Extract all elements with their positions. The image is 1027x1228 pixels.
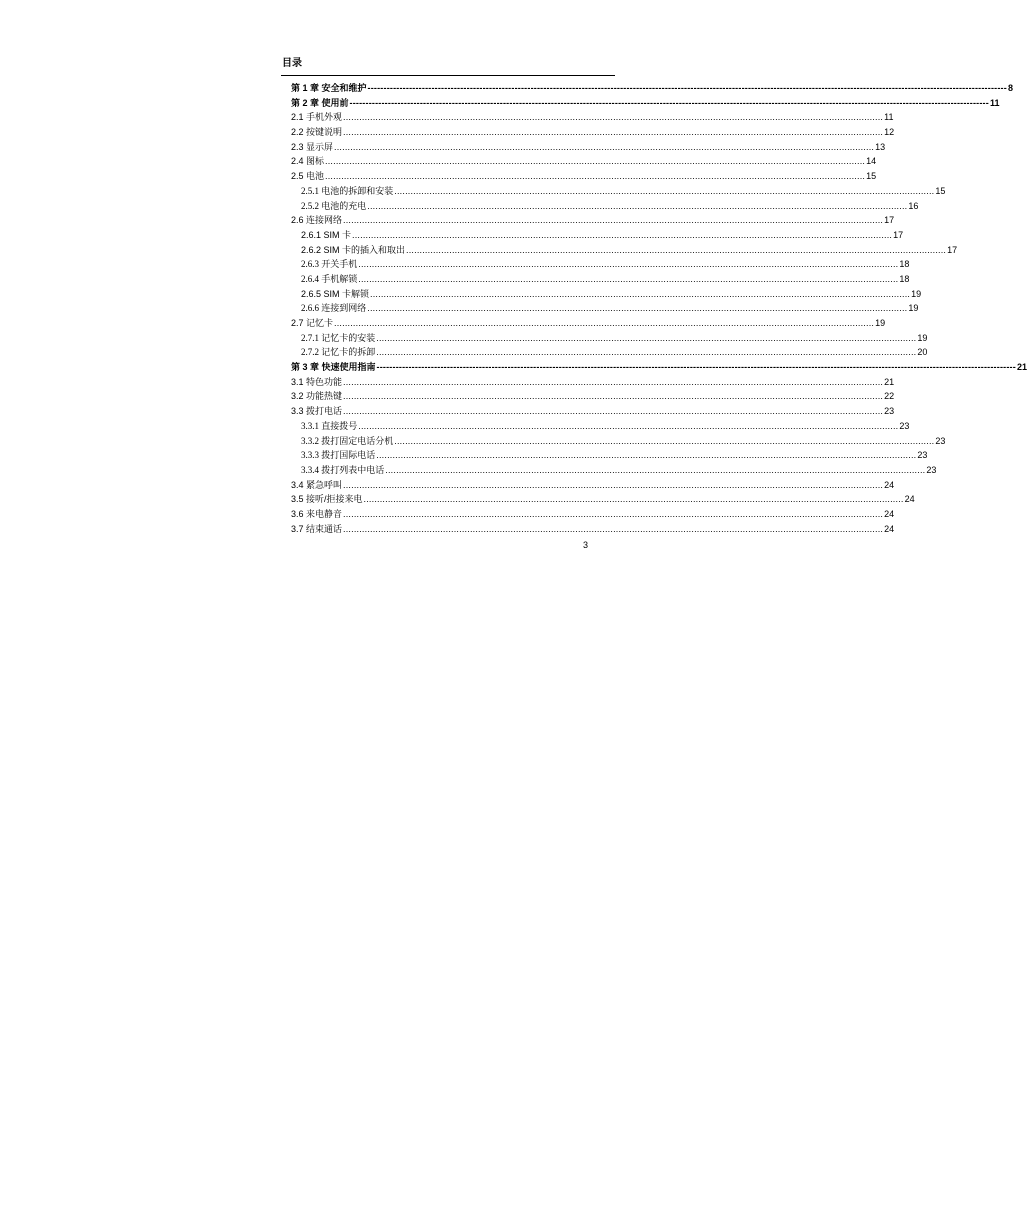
toc-entry-page: 24 [884,523,895,534]
table-of-contents [291,81,1027,536]
toc-dot-leader: ........................................................................................................................................................................................................ [370,288,911,299]
page-title: 目录 [282,58,302,69]
toc-entry-label: 2.6.1 SIM 卡 [301,229,352,240]
toc-dot-leader: ........................................................................................................................................................................................................ [358,273,899,284]
title-divider [281,75,615,76]
toc-dot-leader: ........................................................................................................................................................................................................ [363,494,904,505]
toc-entry-label: 第 2 章 使用前 [291,97,349,108]
toc-entry-label: 2.5 电池 [291,171,325,182]
toc-entry-page: 15 [935,185,946,196]
toc-entry-page: 11 [884,112,894,123]
toc-entry-label: 3.2 功能热键 [291,391,343,402]
toc-entry-label: 3.4 紧急呼叫 [291,479,343,490]
toc-dot-leader: ........................................................................................................................................................................................................ [343,508,884,519]
toc-entry-page: 13 [875,141,886,152]
toc-entry-label: 2.4 图标 [291,156,325,167]
toc-dot-leader: ........................................................................................................................................................................................................ [334,318,875,328]
toc-entry-page: 11 [989,97,1000,108]
toc-entry-page: 22 [884,391,895,402]
toc-dot-leader: ........................................................................................................................................................................................................ [352,229,893,240]
toc-dot-leader: ........................................................................................................................................................................................................ [367,303,908,314]
toc-dot-leader: ........................................................................................................................................................................................................ [358,259,899,270]
toc-dot-leader: -------------------------------------------------------------------------------------------------------------------------------------------------------------------------------------------------------- [349,97,989,108]
toc-entry-page: 15 [866,171,877,182]
toc-dot-leader: ........................................................................................................................................................................................................ [394,185,935,196]
toc-entry[interactable] [291,213,895,228]
toc-entry[interactable] [291,331,928,346]
toc-dot-leader: ........................................................................................................................................................................................................ [385,464,926,475]
toc-entry[interactable] [291,389,895,404]
toc-entry-label: 3.5 接听/拒接来电 [291,494,363,505]
toc-entry[interactable] [291,404,895,419]
toc-entry-page: 17 [893,229,904,240]
toc-entry[interactable] [291,301,919,316]
toc-entry[interactable] [291,375,895,390]
toc-entry[interactable] [291,492,915,507]
toc-entry-label: 3.7 结束通话 [291,523,343,534]
toc-dot-leader: ........................................................................................................................................................................................................ [367,200,908,211]
toc-dot-leader: ........................................................................................................................................................................................................ [343,127,884,138]
toc-entry-label: 2.6.2 SIM 卡的插入和取出 [301,244,406,255]
toc-entry-page: 24 [884,508,895,519]
toc-entry[interactable] [291,522,895,537]
toc-entry-page: 14 [866,156,877,167]
toc-dot-leader: ........................................................................................................................................................................................................ [394,435,935,446]
toc-entry-label: 2.5.1 电池的拆卸和安装 [301,185,394,196]
toc-entry[interactable] [291,184,946,199]
toc-entry[interactable] [291,199,919,214]
toc-entry-label: 2.5.2 电池的充电 [301,200,367,211]
toc-entry-page: 19 [908,303,919,314]
toc-entry-label: 2.3 显示屏 [291,141,334,152]
toc-entry-label: 3.3 拨打电话 [291,406,343,417]
toc-dot-leader: -------------------------------------------------------------------------------------------------------------------------------------------------------------------------------------------------------- [367,83,1007,93]
toc-dot-leader: ........................................................................................................................................................................................................ [358,420,899,431]
toc-entry[interactable] [291,287,922,302]
toc-entry-label: 2.7 记忆卡 [291,318,334,328]
toc-dot-leader: ........................................................................................................................................................................................................ [334,141,875,152]
toc-entry-page: 19 [911,288,922,299]
toc-entry-page: 23 [935,435,946,446]
toc-chapter-entry[interactable] [291,96,1000,111]
toc-entry-page: 23 [884,406,895,417]
toc-entry-page: 17 [947,244,958,255]
toc-entry[interactable] [291,272,910,287]
toc-entry-page: 16 [908,200,919,211]
toc-entry-page: 17 [884,215,895,226]
toc-dot-leader: ........................................................................................................................................................................................................ [376,347,917,358]
toc-entry[interactable] [291,507,895,522]
toc-dot-leader: ........................................................................................................................................................................................................ [376,450,917,461]
toc-dot-leader: ........................................................................................................................................................................................................ [343,112,884,123]
toc-entry-page: 23 [917,450,928,461]
toc-dot-leader: ........................................................................................................................................................................................................ [343,391,884,402]
toc-entry[interactable] [291,345,928,360]
toc-entry[interactable] [291,316,886,331]
toc-dot-leader: ........................................................................................................................................................................................................ [325,171,866,182]
toc-dot-leader: ........................................................................................................................................................................................................ [343,523,884,534]
toc-entry[interactable] [291,463,937,478]
toc-entry[interactable] [291,434,946,449]
toc-entry-label: 第 1 章 安全和维护 [291,83,367,93]
toc-entry-label: 3.6 来电静音 [291,508,343,519]
toc-entry-label: 2.7.2 记忆卡的拆卸 [301,347,376,358]
toc-dot-leader: ........................................................................................................................................................................................................ [376,332,917,343]
toc-entry-label: 第 3 章 快速使用指南 [291,362,376,373]
toc-chapter-entry[interactable] [291,81,1013,96]
toc-entry-page: 19 [917,332,928,343]
toc-entry-page: 24 [904,494,915,505]
toc-chapter-entry[interactable] [291,360,1027,375]
toc-dot-leader: ........................................................................................................................................................................................................ [343,406,884,417]
toc-entry[interactable] [291,140,886,155]
toc-entry-page: 18 [899,259,910,270]
toc-entry-page: 24 [884,479,895,490]
toc-entry[interactable] [291,125,895,140]
toc-entry-page: 23 [899,420,910,431]
toc-dot-leader: ........................................................................................................................................................................................................ [343,215,884,226]
toc-dot-leader: ........................................................................................................................................................................................................ [325,156,866,167]
toc-entry-page: 19 [875,318,886,328]
toc-entry-label: 2.1 手机外观 [291,112,343,123]
toc-entry-page: 12 [884,127,895,138]
toc-entry[interactable] [291,110,894,125]
toc-entry-label: 3.1 特色功能 [291,376,343,387]
toc-entry-page: 18 [899,273,910,284]
toc-entry-label: 3.3.2 拨打固定电话分机 [301,435,394,446]
toc-entry-page: 21 [1016,362,1027,373]
toc-dot-leader: ........................................................................................................................................................................................................ [343,376,884,387]
toc-entry-label: 2.6.3 开关手机 [301,259,358,270]
toc-entry[interactable] [291,154,877,169]
toc-entry-page: 23 [926,464,937,475]
toc-entry-label: 3.3.1 直接拨号 [301,420,358,431]
toc-entry-label: 2.7.1 记忆卡的安装 [301,332,376,343]
toc-dot-leader: -------------------------------------------------------------------------------------------------------------------------------------------------------------------------------------------------------- [376,362,1016,373]
toc-entry-page: 20 [917,347,928,358]
toc-entry-label: 2.2 按键说明 [291,127,343,138]
toc-dot-leader: ........................................................................................................................................................................................................ [406,244,947,255]
toc-entry-label: 2.6.4 手机解锁 [301,273,358,284]
toc-entry-label: 2.6.5 SIM 卡解锁 [301,288,370,299]
toc-entry-label: 3.3.3 拨打国际电话 [301,450,376,461]
toc-entry[interactable] [291,448,928,463]
toc-dot-leader: ........................................................................................................................................................................................................ [343,479,884,490]
toc-entry[interactable] [291,478,895,493]
toc-entry-label: 2.6.6 连接到网络 [301,303,367,314]
toc-entry-label: 3.3.4 拨打列表中电话 [301,464,385,475]
toc-entry[interactable] [291,243,958,258]
page-number: 3 [583,540,589,550]
toc-entry-label: 2.6 连接网络 [291,215,343,226]
toc-entry[interactable] [291,419,910,434]
toc-entry-page: 8 [1007,83,1013,93]
toc-entry[interactable] [291,257,910,272]
toc-entry[interactable] [291,169,877,184]
toc-entry-page: 21 [884,376,895,387]
toc-entry[interactable] [291,228,904,243]
